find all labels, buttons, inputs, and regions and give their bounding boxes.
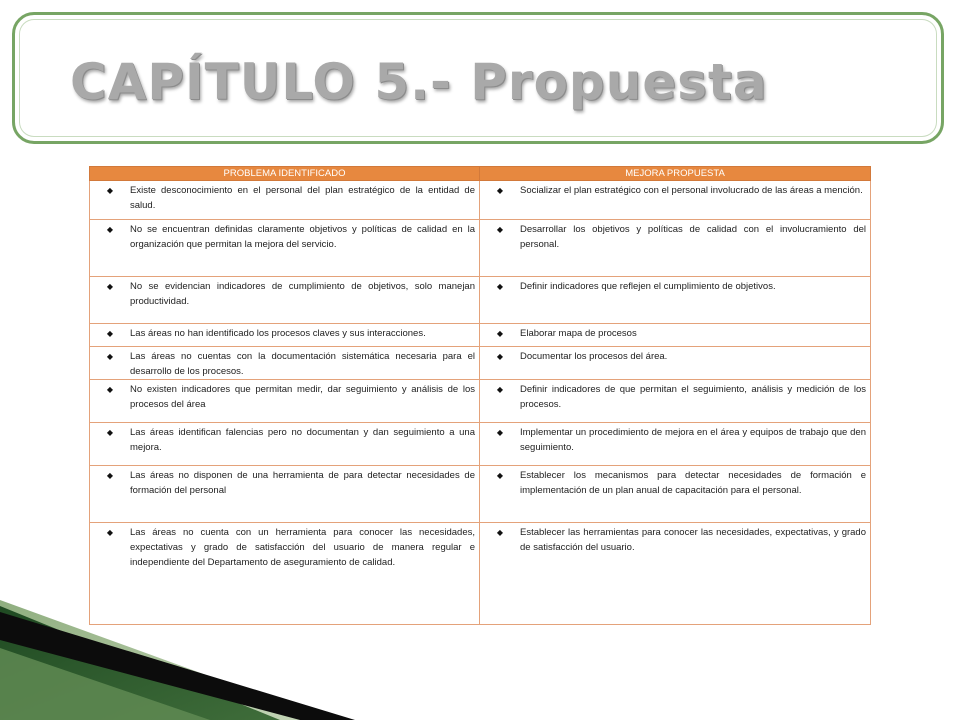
problem-text: Existe desconocimiento en el personal del plan estratégico de la entidad de salud. (130, 185, 475, 211)
problem-cell (90, 324, 480, 347)
title-frame (12, 12, 944, 144)
proposal-cell (480, 423, 871, 466)
proposal-table (89, 166, 871, 625)
problem-text: Las áreas no cuenta con un herramienta para conocer las necesidades, expectativas y grado de satisfacción del usuario de manera regular e independiente del Departamento de aseguramiento de calidad. (130, 527, 475, 568)
proposal-text: Elaborar mapa de procesos (520, 328, 637, 339)
bullet-icon: ◆ (106, 428, 114, 437)
bullet-icon: ◆ (496, 282, 504, 291)
bullet-icon: ◆ (106, 282, 114, 291)
problem-cell (90, 220, 480, 277)
proposal-text: Establecer las herramientas para conocer las necesidades, expectativas, y grado de satisfacción del usuario. (520, 527, 866, 553)
bullet-icon: ◆ (106, 471, 114, 480)
bullet-icon: ◆ (496, 329, 504, 338)
problem-cell (90, 380, 480, 423)
bullet-icon: ◆ (106, 225, 114, 234)
table-header-row (90, 167, 871, 181)
bullet-icon: ◆ (106, 329, 114, 338)
proposal-cell (480, 277, 871, 324)
problem-cell (90, 423, 480, 466)
table-row (90, 523, 871, 625)
problem-text: Las áreas no disponen de una herramienta de para detectar necesidades de formación del personal (130, 470, 475, 496)
header-proposal: MEJORA PROPUESTA (480, 167, 871, 181)
proposal-cell (480, 220, 871, 277)
slide-title: CAPÍTULO 5.- Propuesta (70, 53, 768, 111)
proposal-text: Desarrollar los objetivos y políticas de calidad con el involucramiento del personal. (520, 224, 866, 250)
table-row (90, 347, 871, 380)
bullet-icon: ◆ (496, 385, 504, 394)
table-row (90, 423, 871, 466)
table-row (90, 466, 871, 523)
bullet-icon: ◆ (106, 528, 114, 537)
proposal-cell (480, 466, 871, 523)
problem-text: No se encuentran definidas claramente objetivos y políticas de calidad en la organización que permitan la mejora del servicio. (130, 224, 475, 250)
bullet-icon: ◆ (496, 186, 504, 195)
bullet-icon: ◆ (496, 471, 504, 480)
proposal-cell (480, 324, 871, 347)
problem-cell (90, 277, 480, 324)
header-problem: PROBLEMA IDENTIFICADO (90, 167, 480, 181)
bullet-icon: ◆ (106, 186, 114, 195)
table-row (90, 380, 871, 423)
bullet-icon: ◆ (496, 428, 504, 437)
proposal-cell (480, 380, 871, 423)
problem-cell (90, 466, 480, 523)
proposal-cell (480, 347, 871, 380)
table-row (90, 277, 871, 324)
problem-text: Las áreas no cuentas con la documentación sistemática necesaria para el desarrollo de los procesos. (130, 351, 475, 377)
proposal-text: Definir indicadores de que permitan el seguimiento, análisis y medición de los procesos. (520, 384, 866, 410)
bullet-icon: ◆ (106, 352, 114, 361)
table-row (90, 181, 871, 220)
proposal-cell (480, 523, 871, 625)
problem-text: Las áreas no han identificado los procesos claves y sus interacciones. (130, 328, 426, 339)
problem-cell (90, 181, 480, 220)
bullet-icon: ◆ (496, 352, 504, 361)
problem-cell (90, 523, 480, 625)
table-row (90, 220, 871, 277)
problem-text: Las áreas identifican falencias pero no documentan y dan seguimiento a una mejora. (130, 427, 475, 453)
proposal-cell (480, 181, 871, 220)
proposal-text: Definir indicadores que reflejen el cumplimiento de objetivos. (520, 281, 776, 292)
proposal-text: Documentar los procesos del área. (520, 351, 668, 362)
bullet-icon: ◆ (496, 225, 504, 234)
proposal-text: Socializar el plan estratégico con el personal involucrado de las áreas a mención. (520, 185, 863, 196)
problem-text: No se evidencian indicadores de cumplimiento de objetivos, solo manejan productividad. (130, 281, 475, 307)
problem-cell (90, 347, 480, 380)
bullet-icon: ◆ (496, 528, 504, 537)
proposal-text: Implementar un procedimiento de mejora en el área y equipos de trabajo que den seguimiento. (520, 427, 866, 453)
problem-text: No existen indicadores que permitan medir, dar seguimiento y análisis de los procesos del área (130, 384, 475, 410)
proposal-text: Establecer los mecanismos para detectar necesidades de formación e implementación de un plan anual de capacitación para el personal. (520, 470, 866, 496)
bullet-icon: ◆ (106, 385, 114, 394)
table-row (90, 324, 871, 347)
